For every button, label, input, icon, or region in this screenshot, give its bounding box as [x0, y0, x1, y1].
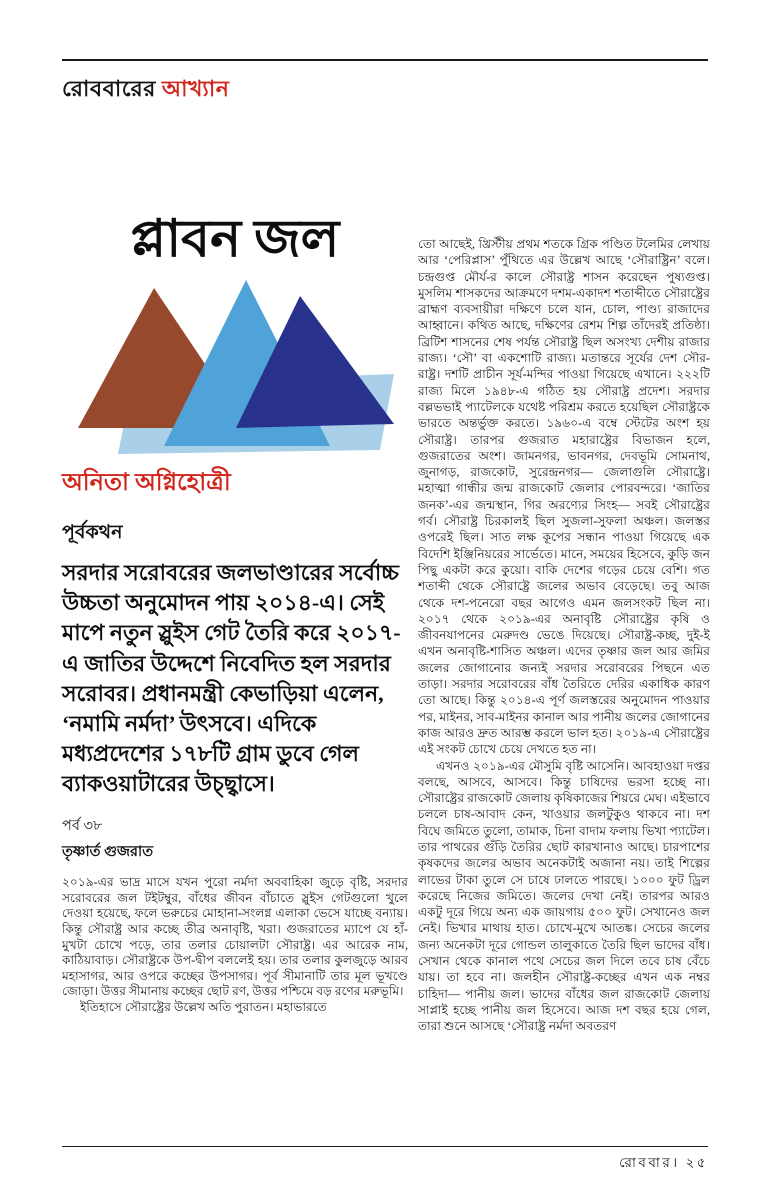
right-column [418, 236, 710, 1129]
episode-label: পর্ব ৩৮ [62, 818, 103, 835]
article-title: প্লাবন জল [130, 211, 340, 268]
left-body-paragraph-2: ইতিহাসে সৌরাষ্ট্রের উল্লেখ অতি পুরাতন। মহাভারতে [80, 999, 327, 1014]
kicker: পূর্বকথন [62, 522, 123, 544]
left-body-text [62, 875, 408, 1015]
footer-separator: । [672, 1155, 680, 1170]
triangles-illustration [74, 278, 396, 454]
left-column [62, 212, 408, 1016]
lead-paragraph: সরদার সরোবরের জলভাণ্ডারের সর্বোচ্চ উচ্চতা অনুমোদন পায় ২০১৪-এ। সেই মাপে নতুন স্লুইস গেট তৈরি করে ২০১৭-এ জাতির উদ্দেশে নিবেদিত হল সরদার সরোবর। প্রধানমন্ত্রী কেভাড়িয়া এলেন, ‘নমামি নর্মদা’ উৎসবে। এদিকে মধ্যপ্রদেশের ১৭৮টি গ্রাম ডুবে গেল ব্যাকওয়াটারের উচ্ছ্বাসে। [62, 560, 401, 797]
footer-page-number: ২৫ [685, 1155, 708, 1170]
section-header-red: আখ্যান [161, 76, 230, 101]
footer-magazine-name: রোববার [619, 1155, 673, 1170]
author-name: অনিতা অগ্নিহোত্রী [62, 470, 231, 497]
section-header-black: রোববারের [62, 76, 156, 101]
right-body-paragraph-1: তো আছেই, খ্রিস্টীয় প্রথম শতকে গ্রিক পণ্ডিত টলেমির লেখায় আর ‘পেরিপ্লাস’ পুঁথিতে এর উল্লেখ আছে ‘সৌরাষ্ট্রিন’ বলে। চন্দ্রগুপ্ত মৌর্য-র কালে সৌরাষ্ট্র শাসন করেছেন পুষ্যগুপ্ত। মুসলিম শাসকদের আক্রমণে দশম-একাদশ শতাব্দীতে সৌরাষ্ট্রের ব্রাহ্মণ ব্যবসায়ীরা দক্ষিণে চলে যান, চোল, পাণ্ড্য রাজাদের আহ্বানে। কথিত আছে, দক্ষিণের রেশম শিল্প তাঁদেরই প্রতিষ্ঠা। ব্রিটিশ শাসনের শেষ পর্যন্ত সৌরাষ্ট্র ছিল অসংখ্য দেশীয় রাজার রাজ্য। ‘সৌ’ বা একশোটি রাজ্য। মতান্তরে সূর্যের দেশ সৌর-রাষ্ট্র। দশটি প্রাচীন সূর্য-মন্দির পাওয়া গিয়েছে এখানে। ২২২টি রাজ্য মিলে ১৯৪৮-এ গঠিত হয় সৌরাষ্ট্র প্রদেশ। সরদার বল্লভভাই প্যাটেলকে যথেষ্ট পরিশ্রম করতে হয়েছিল সৌরাষ্ট্রকে ভারতে অন্তর্ভুক্ত করতে। ১৯৬০-এ বম্বে স্টেটের অংশ হয় সৌরাষ্ট্র। তারপর গুজরাত মহারাষ্ট্রের বিভাজন হলে, গুজরাতের অংশ। জামনগর, ভাবনগর, দেবভূমি সোমনাথ, জুনাগড়, রাজকোট, সুরেন্দ্রনগর— জেলাগুলি সৌরাষ্ট্রে। মহাত্মা গান্ধীর জন্ম রাজকোট জেলার পোরবন্দরে। ‘জাতির জনক’-এর জন্মস্থান, গির অরণ্যের সিংহ— সবই সৌরাষ্ট্রের গর্ব। সৌরাষ্ট্র চিরকালই ছিল সুজলা-সুফলা অঞ্চল। জলস্তর ওপরেই ছিল। সাত লক্ষ কূপের সন্ধান পাওয়া গিয়েছে এক বিদেশি ইঞ্জিনিয়রের সার্ভেতে। মানে, সময়ের হিসেবে, কুড়ি জন পিছু একটা করে কুয়ো। বাকি দেশের গড়ের চেয়ে বেশি। গত শতাব্দী থেকে সৌরাষ্ট্রে জলের অভাব বেড়েছে। তবু আজ থেকে দশ-পনেরো বছর আগেও এমন জলসংকট ছিল না। ২০১৭ থেকে ২০১৯-এর অনাবৃষ্টি সৌরাষ্ট্রের কৃষি ও জীবনযাপনের মেরুদণ্ড ভেঙে দিয়েছে। সৌরাষ্ট্র-কচ্ছ, দুই-ই এখন অনাবৃষ্টি-শাসিত অঞ্চল। এদের তৃষ্ণার জল আর জমির জলের জোগানোর জন্যই সরদার সরোবরের পিছনে এত তাড়া। সরদার সরোবরের বাঁধ তৈরিতে দেরির একাধিক কারণ তো আছে। কিন্তু ২০১৪-এ পূর্ণ জলস্তরের অনুমোদন পাওয়ার পর, মাইনর, সাব-মাইনর কানাল আর পানীয় জলের জোগানের কাজ আরও দ্রুত আরম্ভ করলে ভাল হত। ২০১৯-এ সৌরাষ্ট্রের এই সংকট চোখে চেয়ে দেখতে হত না। [418, 237, 710, 757]
section-header [62, 72, 229, 109]
footer-rule [62, 1146, 708, 1147]
footer [619, 1152, 708, 1175]
left-body-paragraph-1: ২০১৯-এর ভাদ্র মাসে যখন পুরো নর্মদা অববাহিকা জুড়ে বৃষ্টি, সরদার সরোবরের জল টইটম্বুর, বাঁধের জীবন বাঁচাতে স্লুইস গেটগুলো খুলে দেওয়া হয়েছে, ফলে ভরুচের মোহানা-সংলগ্ন এলাকা ভেসে যাচ্ছে বন্যায়। কিন্তু সৌরাষ্ট্র আর কচ্ছে তীব্র অনাবৃষ্টি, খরা। গুজরাতের ম্যাপে যে হাঁ-মুখটা চোখে পড়ে, তার তলার চোয়ালটা সৌরাষ্ট্র। এর আরেক নাম, কাঠিয়াবাড়। সৌরাষ্ট্রকে উপ-দ্বীপ বললেই হয়। তার তলার কুলজুড়ে আরব মহাসাগর, আর ওপরে কচ্ছের উপসাগর। পূর্ব সীমানাটি তার মূল ভূখণ্ডে জোড়া। উত্তর সীমানায় কচ্ছের ছোট রণ, উত্তর পশ্চিমে বড় রণের মরুভূমি। [62, 875, 408, 999]
episode-title: তৃষ্ণার্ত গুজরাত [62, 844, 154, 861]
right-body-paragraph-2: এখনও ২০১৯-এর মৌসুমি বৃষ্টি আসেনি। আবহাওয়া দপ্তর বলছে, আসবে, আসবে। কিন্তু চাষিদের ভরসা হচ্ছে না। সৌরাষ্ট্রের রাজকোট জেলায় কৃষিকাজের শিয়রে মেঘ। এইভাবে চললে চাষ-আবাদ কেন, খাওয়ার জলটুকুও থাকবে না। দশ বিঘে জমিতে তুলো, তামাক, চিনা বাদাম ফলায় ভিখা প্যাটেল। তার পাথরের গুঁড়ি তৈরির ছোট কারখানাও আছে। চারপাশের কৃষকদের জলের অভাব অনেকটাই অজানা নয়। তাই শিল্পের লাভের টাকা তুলে সে চাষে ঢালতে পারছে। ১০০০ ফুট ড্রিল করেছে নিজের জমিতে। জলের দেখা নেই। তারপর আরও একটু দূরে গিয়ে অন্য এক জায়গায় ৫০০ ফুট। সেখানেও জল নেই। ভিখার মাথায় হাত। চোখে-মুখে আতঙ্ক। সেচের জলের জন্য অনেকটা দূরে গোন্ডল তালুকাতে তৈরি ছিল ভাদের বাঁধ। সেখান থেকে কানাল পথে সেচের জল দিলে তবে চাষ বেঁচে যায়। তা হবে না। জলহীন সৌরাষ্ট্র-কচ্ছের এখন এক নম্বর চাহিদা— পানীয় জল। ভাদের বাঁধের জল রাজকোট জেলায় সাপ্লাই হচ্ছে পানীয় জল হিসেবে। আজ দশ বছর হয়ে গেল, তারা শুনে আসছে ‘সৌরাষ্ট্র নর্মদা অবতরণ [418, 758, 710, 1034]
header-rule [62, 59, 708, 61]
